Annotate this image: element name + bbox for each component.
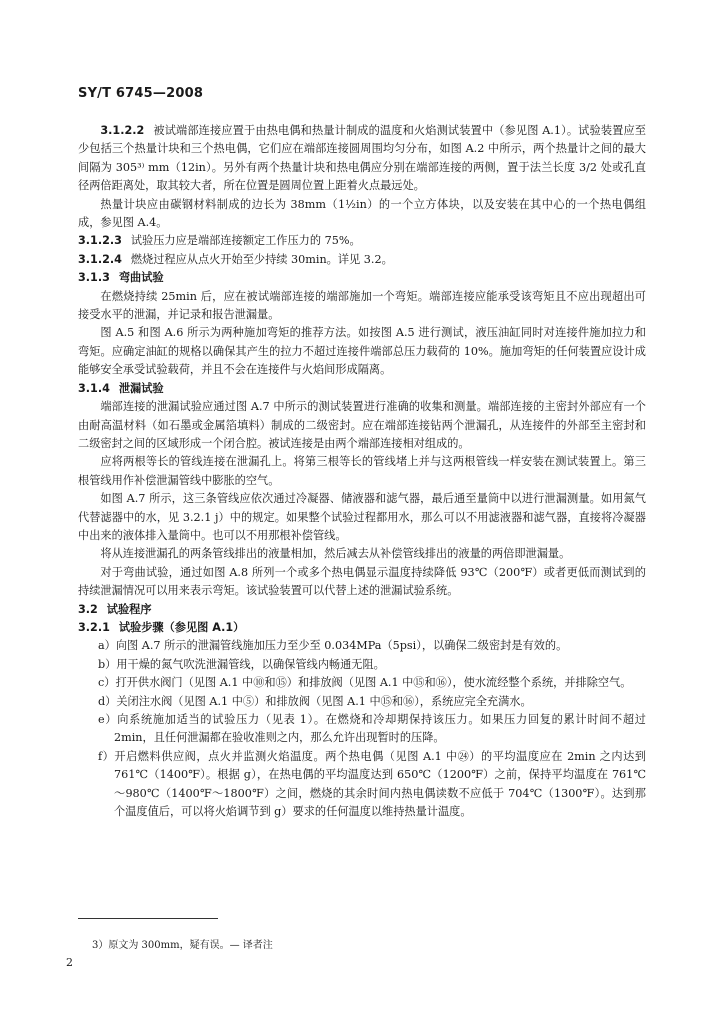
clause-number: 3.1.2.4: [78, 252, 122, 266]
heading-title: 试验程序: [106, 602, 152, 616]
paragraph-calorimeter-block: 热量计块应由碳钢材料制成的边长为 38mm（1½in）的一个立方体块，以及安装在其中心的一个热电偶组成，参见图 A.4。: [78, 197, 646, 230]
heading-3-1-4: [78, 380, 646, 398]
footnote-divider: [78, 918, 218, 919]
paragraph-leak-5: 对于弯曲试验，通过如图 A.8 所列一个或多个热电偶显示温度持续降低 93℃（200℉）或者更低而测试到的持续泄漏情况可以用来表示弯矩。该试验装置可以代替上述的泄漏试验系统。: [78, 565, 646, 598]
list-item: f）开启燃料供应阀，点火并监测火焰温度。两个热电偶（见图 A.1 中㉔）的平均温度应在 2min 之内达到 761℃（1400℉）。根据 g），在热电偶的平均温度达到 650℃（1200℉）之前，保持平均温度在 761℃～980℃（1400℉～1800℉）之间，燃烧的其余时间内热电偶读数不应低于 704℃（1300℉）。达到那个温度值后，可以将火焰调节到 g）要求的任何温度以维持热量计温度。: [98, 749, 646, 819]
heading-number: 3.2.1: [78, 620, 110, 634]
paragraph-bending-1: 在燃烧持续 25min 后，应在被试端部连接的端部施加一个弯矩。端部连接应能承受该弯矩且不应出现超出可接受水平的泄漏，并记录和报告泄漏量。: [78, 289, 646, 322]
heading-title: 弯曲试验: [118, 271, 164, 285]
clause-text: 燃烧过程应从点火开始至少持续 30min。详见 3.2。: [130, 252, 393, 266]
footnote: 3）原文为 300mm，疑有误。— 译者注: [92, 940, 273, 951]
clause-number: 3.1.2.3: [78, 234, 122, 248]
heading-number: 3.1.4: [78, 381, 110, 395]
page-number: 2: [66, 956, 73, 969]
paragraph-3-1-2-3: [78, 232, 646, 250]
paragraph-bending-2: 图 A.5 和图 A.6 所示为两种施加弯矩的推荐方法。如按图 A.5 进行测试，液压油缸同时对连接件施加拉力和弯矩。应确定油缸的规格以确保其产生的拉力不超过连接件端部总压力载荷的 10%。施加弯矩的任何装置应设计成能够安全承受试验载荷，并且不会在连接件与火焰间形成隔离。: [78, 326, 646, 377]
list-item: c）打开供水阀门（见图 A.1 中⑩和⑮）和排放阀（见图 A.1 中⑮和⑯），使水流经整个系统，并排除空气。: [98, 676, 632, 690]
clause-text: 被试端部连接应置于由热电偶和热量计制成的温度和火焰测试装置中（参见图 A.1）。试验装置应至少包括三个热量计块和三个热电偶，它们应在端部连接圆周围均匀分布，如图 A.2 中所示，两个热量计之间的最大间隔为 305³⁾ mm（12in）。另外有两个热量计块和热电偶应分别在端部连接的两侧，置于法兰长度 3/2 处或孔直径两倍距离处，取其较大者，所在位置是圆周位置上距着火点最远处。: [78, 124, 646, 193]
standard-number-header: SY/T 6745—2008: [78, 86, 204, 101]
paragraph-leak-3: 如图 A.7 所示，这三条管线应依次通过冷凝器、储液器和滤气器，最后通至量筒中以进行泄漏测量。如用氮气代替滤器中的水，见 3.2.1 j）中的规定。如果整个试验过程都用水，那么可以不用滤液器和滤气器，直接将冷凝器中出来的液体排入量筒中。也可以不用那根补偿管线。: [78, 492, 646, 542]
heading-title: 试验步骤（参见图 A.1）: [118, 620, 245, 634]
paragraph-leak-2: 应将两根等长的管线连接在泄漏孔上。将第三根等长的管线堵上并与这两根管线一样安装在测试装置上。第三根管线用作补偿泄漏管线中膨胀的空气。: [78, 455, 646, 487]
list-item: a）向图 A.7 所示的泄漏管线施加压力至少至 0.034MPa（5psi），以确保二级密封是有效的。: [98, 639, 568, 653]
paragraph-leak-1: 端部连接的泄漏试验应通过图 A.7 中所示的测试装置进行准确的收集和测量。端部连接的主密封外部应有一个由耐高温材料（如石墨或金属箔填料）制成的二级密封。应在端部连接钻两个泄漏孔，从连接件的外部至主密封和二级密封之间的区域形成一个闭合腔。被试连接是由两个端部连接相对组成的。: [78, 400, 646, 450]
heading-number: 3.2: [78, 602, 98, 616]
list-item: e）向系统施加适当的试验压力（见表 1）。在燃烧和冷却期保持该压力。如果压力回复的累计时间不超过 2min，且任何泄漏都在验收准则之内，那么允许出现暂时的压降。: [98, 713, 646, 745]
heading-number: 3.1.3: [78, 271, 110, 285]
paragraph-3-1-2-4: [78, 251, 646, 269]
document-body: [78, 122, 646, 821]
clause-number: 3.1.2.2: [100, 124, 145, 137]
heading-3-2-1: [78, 619, 646, 637]
list-item: b）用干燥的氮气吹洗泄漏管线，以确保管线内畅通无阻。: [98, 657, 385, 671]
paragraph-3-1-2-2: [78, 122, 646, 196]
heading-title: 泄漏试验: [118, 381, 164, 395]
list-item: d）关闭注水阀（见图 A.1 中⑤）和排放阀（见图 A.1 中⑮和⑯），系统应完全充满水。: [98, 694, 532, 708]
heading-3-2: [78, 601, 646, 619]
paragraph-leak-4: 将从连接泄漏孔的两条管线排出的液量相加，然后减去从补偿管线排出的液量的两倍即泄漏量。: [100, 547, 571, 561]
clause-text: 试验压力应是端部连接额定工作压力的 75%。: [130, 234, 361, 248]
heading-3-1-3: [78, 269, 646, 287]
